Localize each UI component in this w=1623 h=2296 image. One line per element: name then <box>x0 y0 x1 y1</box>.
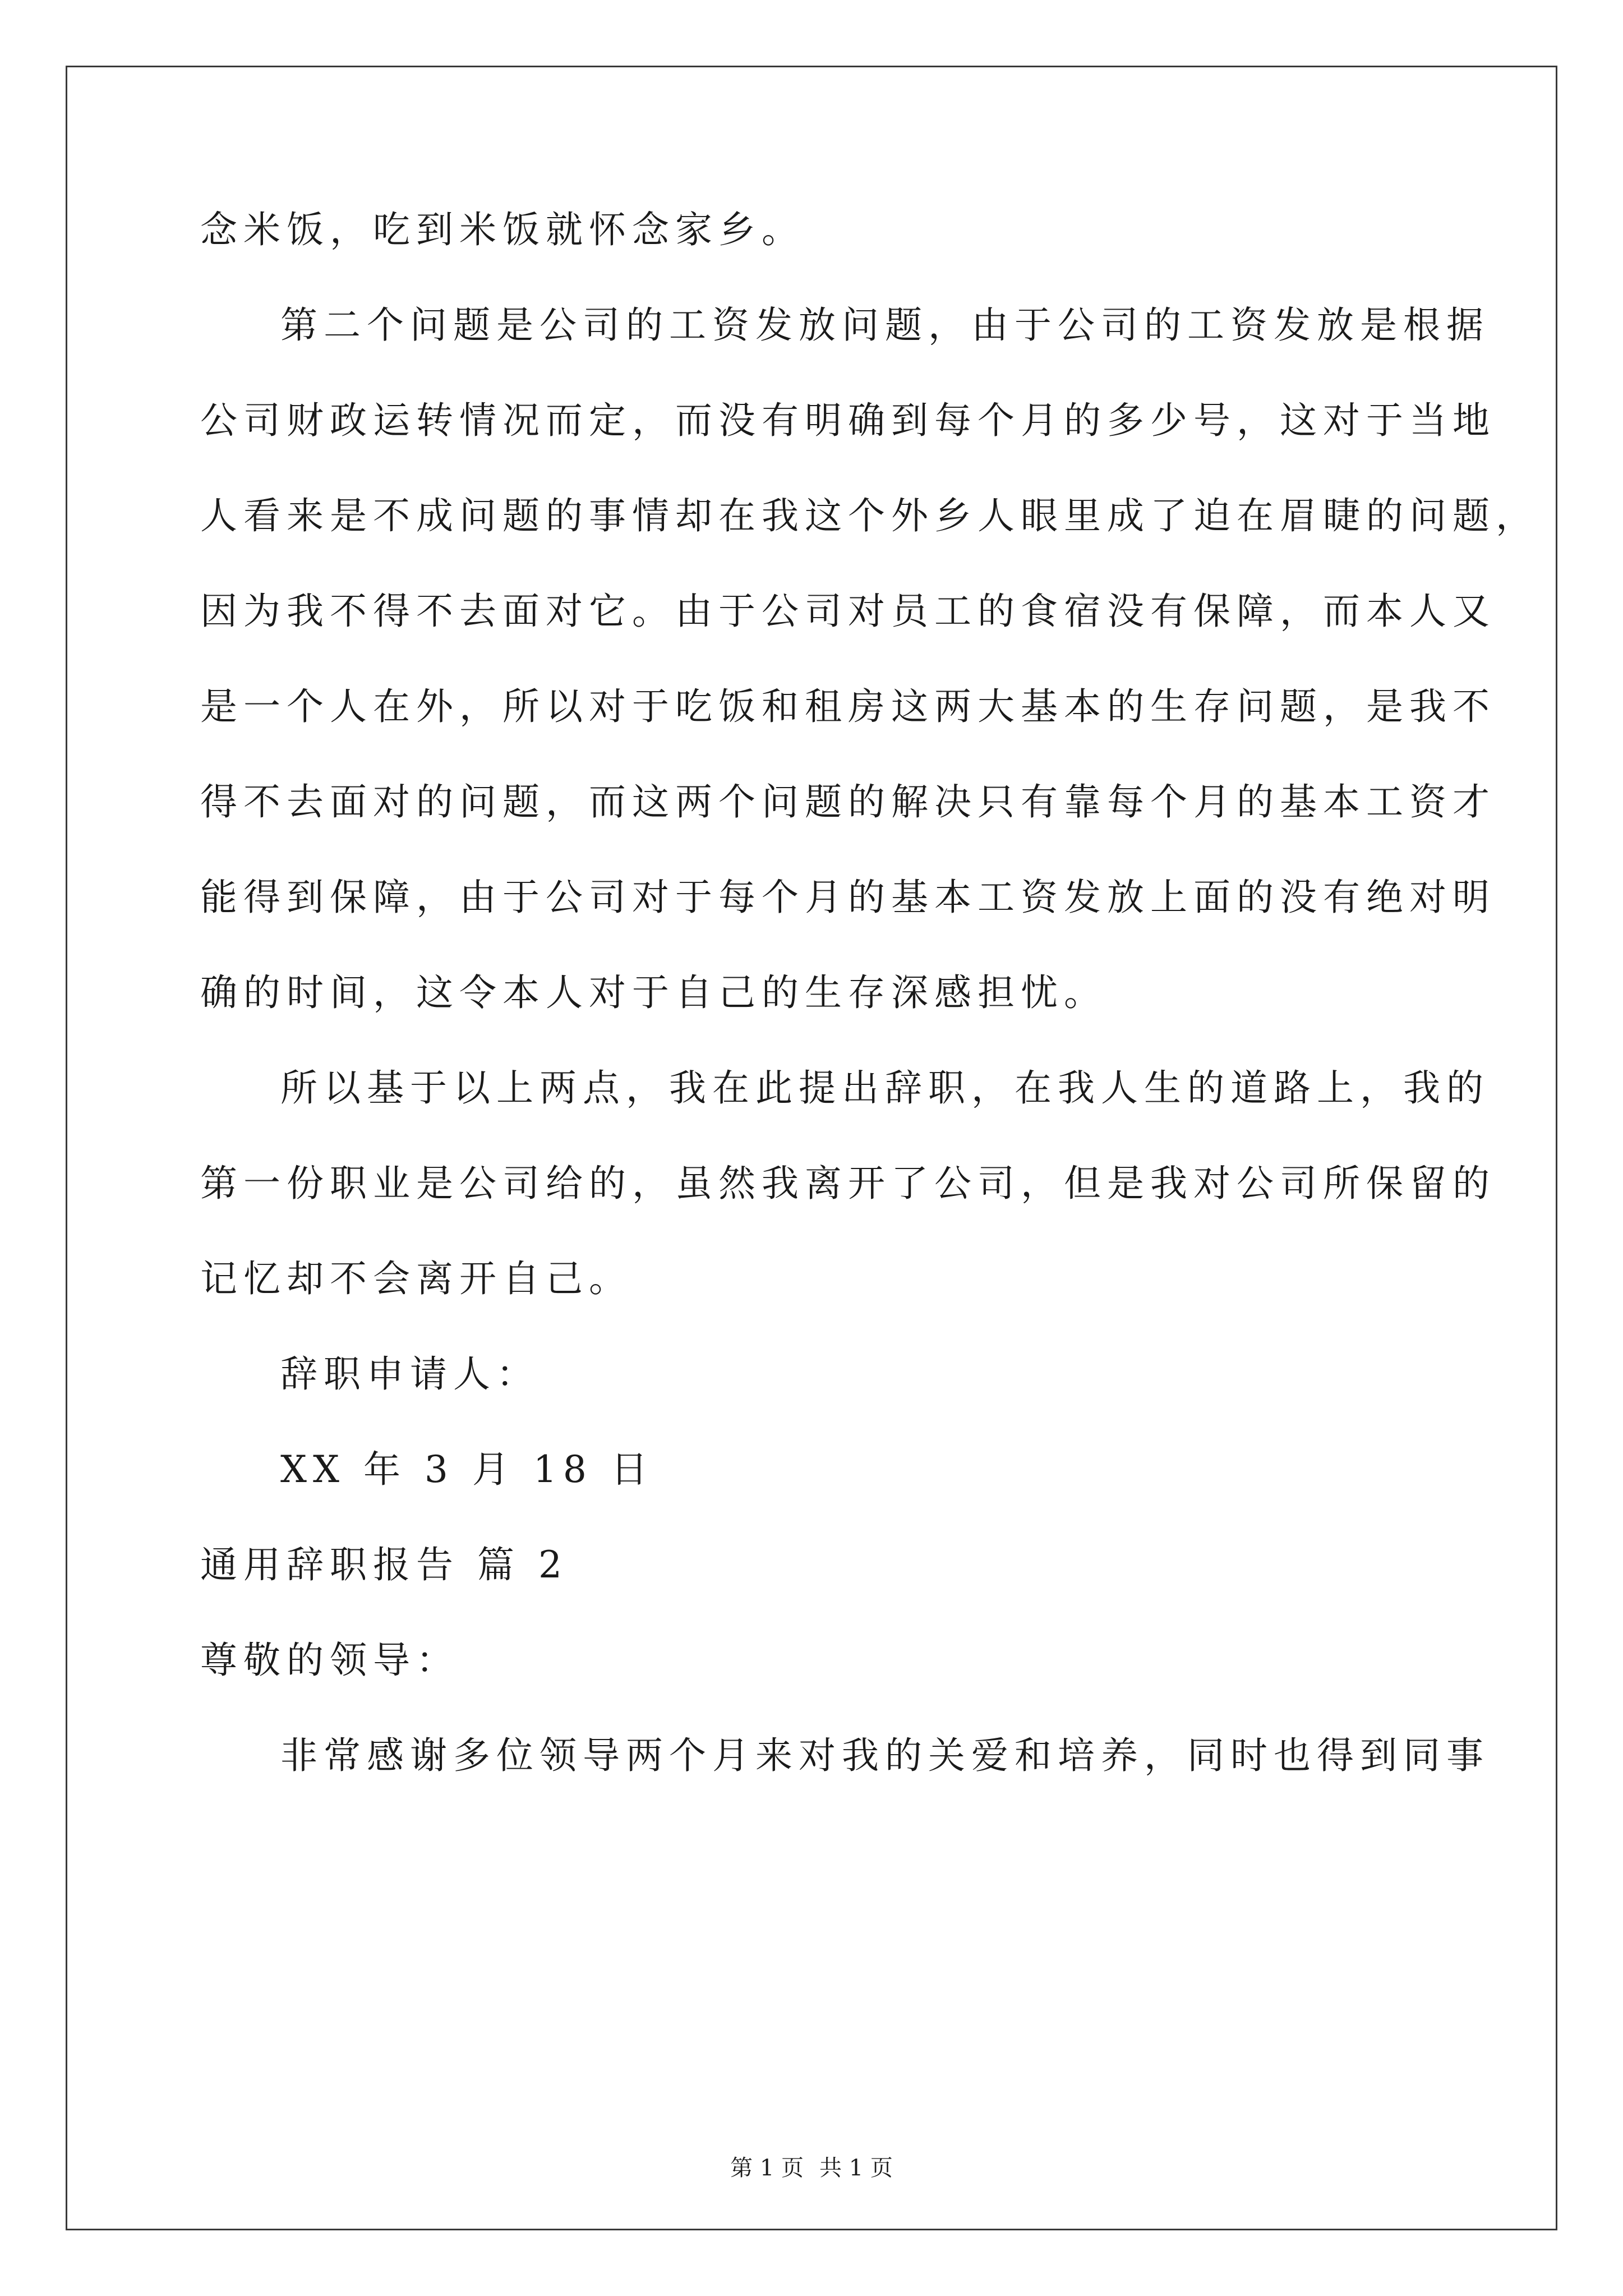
date-line: XX 年 3 月 18 日 <box>280 1448 654 1491</box>
page-border <box>66 66 1557 2230</box>
salutation: 尊敬的领导： <box>200 1639 459 1682</box>
paragraph-line: 念米饭，吃到米饭就怀念家乡。 <box>200 208 805 251</box>
section-heading: 通用辞职报告 篇 2 <box>200 1543 568 1586</box>
paragraph-line: 第一份职业是公司给的，虽然我离开了公司，但是我对公司所保留的 <box>200 1162 1496 1205</box>
paragraph-line: 非常感谢多位领导两个月来对我的关爱和培养，同时也得到同事 <box>280 1734 1490 1777</box>
page-footer <box>0 2154 1623 2182</box>
paragraph-line: 记忆却不会离开自己。 <box>200 1257 632 1300</box>
page-number: 第 1 页 <box>730 2155 804 2181</box>
paragraph-line: 人看来是不成问题的事情却在我这个外乡人眼里成了迫在眉睫的问题， <box>200 494 1539 537</box>
page-total: 共 1 页 <box>819 2155 893 2181</box>
signature-label: 辞职申请人： <box>280 1352 540 1396</box>
paragraph-line: 公司财政运转情况而定，而没有明确到每个月的多少号，这对于当地 <box>200 399 1496 442</box>
paragraph-line: 所以基于以上两点，我在此提出辞职，在我人生的道路上，我的 <box>280 1066 1490 1110</box>
paragraph-line: 是一个人在外，所以对于吃饭和租房这两大基本的生存问题，是我不 <box>200 685 1496 728</box>
paragraph-line: 第二个问题是公司的工资发放问题，由于公司的工资发放是根据 <box>280 303 1490 347</box>
paragraph-line: 得不去面对的问题，而这两个问题的解决只有靠每个月的基本工资才 <box>200 780 1496 823</box>
paragraph-line: 能得到保障，由于公司对于每个月的基本工资发放上面的没有绝对明 <box>200 876 1496 919</box>
paragraph-line: 因为我不得不去面对它。由于公司对员工的食宿没有保障，而本人又 <box>200 590 1496 633</box>
paragraph-line: 确的时间，这令本人对于自己的生存深感担忧。 <box>200 971 1107 1014</box>
